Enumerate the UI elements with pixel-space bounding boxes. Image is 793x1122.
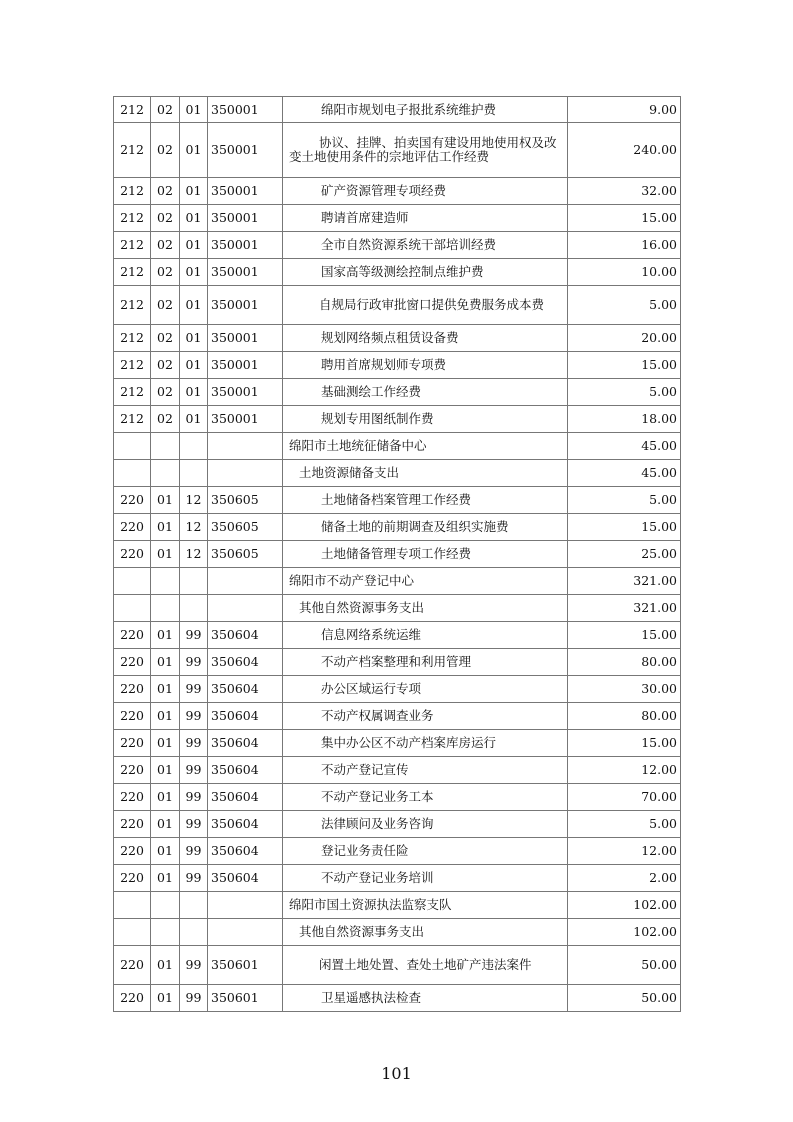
class-code-cell: 220 [114, 676, 151, 703]
subitem-code-cell: 99 [180, 811, 208, 838]
class-code-cell: 212 [114, 259, 151, 286]
subitem-code-cell: 12 [180, 487, 208, 514]
table-row [114, 406, 681, 433]
item-code-cell: 01 [151, 946, 180, 985]
table-row [114, 232, 681, 259]
unit-code-cell: 350001 [208, 178, 283, 205]
table-row [114, 568, 681, 595]
item-name-cell: 不动产登记业务工本 [283, 784, 568, 811]
amount-cell: 80.00 [568, 649, 681, 676]
subitem-code-cell: 01 [180, 178, 208, 205]
item-code-cell: 01 [151, 514, 180, 541]
item-name-cell: 规划专用图纸制作费 [283, 406, 568, 433]
amount-cell: 15.00 [568, 352, 681, 379]
unit-code-cell: 350001 [208, 379, 283, 406]
table-row [114, 892, 681, 919]
amount-cell: 15.00 [568, 514, 681, 541]
amount-cell: 30.00 [568, 676, 681, 703]
item-name-cell: 基础测绘工作经费 [283, 379, 568, 406]
unit-code-cell: 350604 [208, 622, 283, 649]
table-row [114, 178, 681, 205]
subitem-code-cell: 01 [180, 259, 208, 286]
unit-code-cell: 350605 [208, 487, 283, 514]
unit-code-cell: 350604 [208, 865, 283, 892]
subitem-code-cell: 99 [180, 757, 208, 784]
class-code-cell: 212 [114, 123, 151, 178]
table-row [114, 352, 681, 379]
item-code-cell [151, 433, 180, 460]
item-name-cell: 聘请首席建造师 [283, 205, 568, 232]
page-number: 101 [381, 1064, 412, 1083]
table-row [114, 919, 681, 946]
class-code-cell [114, 595, 151, 622]
unit-code-cell: 350605 [208, 541, 283, 568]
item-name-cell: 闲置土地处置、查处土地矿产违法案件 [283, 946, 568, 985]
amount-cell: 5.00 [568, 286, 681, 325]
class-code-cell [114, 568, 151, 595]
table-row [114, 622, 681, 649]
item-code-cell: 01 [151, 985, 180, 1012]
amount-cell: 16.00 [568, 232, 681, 259]
subitem-code-cell [180, 433, 208, 460]
table-row [114, 259, 681, 286]
item-name-cell: 登记业务责任险 [283, 838, 568, 865]
class-code-cell: 212 [114, 205, 151, 232]
item-name-cell: 绵阳市规划电子报批系统维护费 [283, 97, 568, 123]
class-code-cell: 212 [114, 232, 151, 259]
item-code-cell: 02 [151, 97, 180, 123]
table-row [114, 325, 681, 352]
item-name-cell: 法律顾问及业务咨询 [283, 811, 568, 838]
item-name-cell: 其他自然资源事务支出 [283, 919, 568, 946]
amount-cell: 321.00 [568, 568, 681, 595]
subitem-code-cell: 99 [180, 985, 208, 1012]
amount-cell: 12.00 [568, 757, 681, 784]
class-code-cell: 220 [114, 784, 151, 811]
class-code-cell: 220 [114, 946, 151, 985]
unit-code-cell: 350604 [208, 784, 283, 811]
table-row [114, 123, 681, 178]
subitem-code-cell: 99 [180, 730, 208, 757]
table-row [114, 379, 681, 406]
item-code-cell: 01 [151, 838, 180, 865]
item-code-cell [151, 892, 180, 919]
table-row [114, 784, 681, 811]
class-code-cell: 220 [114, 487, 151, 514]
unit-code-cell: 350001 [208, 97, 283, 123]
table-row [114, 595, 681, 622]
amount-cell: 18.00 [568, 406, 681, 433]
unit-code-cell: 350001 [208, 286, 283, 325]
table-row [114, 433, 681, 460]
class-code-cell [114, 460, 151, 487]
subitem-code-cell: 01 [180, 205, 208, 232]
subitem-code-cell: 01 [180, 352, 208, 379]
amount-cell: 45.00 [568, 433, 681, 460]
item-name-cell: 土地资源储备支出 [283, 460, 568, 487]
amount-cell: 25.00 [568, 541, 681, 568]
item-code-cell: 02 [151, 178, 180, 205]
class-code-cell: 212 [114, 325, 151, 352]
item-name-cell: 卫星遥感执法检查 [283, 985, 568, 1012]
table-row [114, 985, 681, 1012]
class-code-cell: 220 [114, 730, 151, 757]
item-name-cell: 不动产档案整理和利用管理 [283, 649, 568, 676]
class-code-cell: 220 [114, 985, 151, 1012]
subitem-code-cell: 99 [180, 946, 208, 985]
class-code-cell [114, 892, 151, 919]
table-row [114, 811, 681, 838]
unit-code-cell [208, 919, 283, 946]
subitem-code-cell: 99 [180, 649, 208, 676]
amount-cell: 102.00 [568, 892, 681, 919]
table-row [114, 205, 681, 232]
amount-cell: 5.00 [568, 379, 681, 406]
class-code-cell: 220 [114, 541, 151, 568]
item-code-cell: 01 [151, 541, 180, 568]
item-code-cell: 01 [151, 730, 180, 757]
table-row [114, 838, 681, 865]
item-code-cell [151, 460, 180, 487]
subitem-code-cell: 01 [180, 123, 208, 178]
item-name-cell: 土地储备档案管理工作经费 [283, 487, 568, 514]
class-code-cell: 220 [114, 811, 151, 838]
unit-code-cell [208, 595, 283, 622]
class-code-cell: 220 [114, 757, 151, 784]
item-name-cell: 规划网络频点租赁设备费 [283, 325, 568, 352]
table-row [114, 757, 681, 784]
item-name-cell: 信息网络系统运维 [283, 622, 568, 649]
subitem-code-cell: 01 [180, 286, 208, 325]
amount-cell: 80.00 [568, 703, 681, 730]
item-name-cell: 集中办公区不动产档案库房运行 [283, 730, 568, 757]
item-name-cell: 绵阳市不动产登记中心 [283, 568, 568, 595]
unit-code-cell [208, 568, 283, 595]
item-name-cell: 办公区域运行专项 [283, 676, 568, 703]
class-code-cell: 212 [114, 178, 151, 205]
unit-code-cell: 350605 [208, 514, 283, 541]
class-code-cell [114, 433, 151, 460]
amount-cell: 10.00 [568, 259, 681, 286]
unit-code-cell: 350001 [208, 259, 283, 286]
item-name-cell: 国家高等级测绘控制点维护费 [283, 259, 568, 286]
subitem-code-cell [180, 568, 208, 595]
class-code-cell: 212 [114, 97, 151, 123]
item-name-cell: 其他自然资源事务支出 [283, 595, 568, 622]
subitem-code-cell: 01 [180, 232, 208, 259]
item-code-cell: 01 [151, 676, 180, 703]
table-row [114, 487, 681, 514]
amount-cell: 15.00 [568, 622, 681, 649]
table-row [114, 541, 681, 568]
unit-code-cell [208, 892, 283, 919]
table-row [114, 460, 681, 487]
amount-cell: 102.00 [568, 919, 681, 946]
item-name-cell: 矿产资源管理专项经费 [283, 178, 568, 205]
amount-cell: 5.00 [568, 811, 681, 838]
class-code-cell: 212 [114, 379, 151, 406]
budget-table [113, 96, 681, 1012]
table-row [114, 514, 681, 541]
class-code-cell [114, 919, 151, 946]
item-code-cell: 02 [151, 232, 180, 259]
unit-code-cell: 350604 [208, 811, 283, 838]
subitem-code-cell [180, 892, 208, 919]
subitem-code-cell: 12 [180, 514, 208, 541]
class-code-cell: 212 [114, 286, 151, 325]
item-name-cell: 不动产权属调查业务 [283, 703, 568, 730]
amount-cell: 240.00 [568, 123, 681, 178]
item-code-cell: 01 [151, 811, 180, 838]
item-name-cell: 协议、挂牌、拍卖国有建设用地使用权及改变土地使用条件的宗地评估工作经费 [283, 123, 568, 178]
item-code-cell [151, 595, 180, 622]
amount-cell: 9.00 [568, 97, 681, 123]
item-name-cell: 不动产登记宣传 [283, 757, 568, 784]
item-name-cell: 绵阳市土地统征储备中心 [283, 433, 568, 460]
subitem-code-cell: 01 [180, 325, 208, 352]
subitem-code-cell: 99 [180, 784, 208, 811]
unit-code-cell: 350604 [208, 757, 283, 784]
subitem-code-cell [180, 460, 208, 487]
amount-cell: 32.00 [568, 178, 681, 205]
table-row [114, 97, 681, 123]
item-name-cell: 土地储备管理专项工作经费 [283, 541, 568, 568]
item-code-cell: 01 [151, 649, 180, 676]
item-name-cell: 自规局行政审批窗口提供免费服务成本费 [283, 286, 568, 325]
unit-code-cell: 350604 [208, 838, 283, 865]
unit-code-cell: 350604 [208, 676, 283, 703]
amount-cell: 50.00 [568, 985, 681, 1012]
unit-code-cell: 350604 [208, 649, 283, 676]
item-code-cell: 01 [151, 757, 180, 784]
item-code-cell: 01 [151, 622, 180, 649]
item-code-cell: 01 [151, 865, 180, 892]
unit-code-cell: 350604 [208, 703, 283, 730]
table-row [114, 703, 681, 730]
table-row [114, 865, 681, 892]
unit-code-cell: 350001 [208, 205, 283, 232]
item-code-cell: 01 [151, 703, 180, 730]
item-code-cell: 02 [151, 286, 180, 325]
class-code-cell: 220 [114, 622, 151, 649]
table-row [114, 946, 681, 985]
item-code-cell [151, 568, 180, 595]
table-row [114, 730, 681, 757]
class-code-cell: 212 [114, 352, 151, 379]
unit-code-cell [208, 433, 283, 460]
amount-cell: 45.00 [568, 460, 681, 487]
subitem-code-cell: 12 [180, 541, 208, 568]
item-name-cell: 绵阳市国土资源执法监察支队 [283, 892, 568, 919]
table-row [114, 676, 681, 703]
unit-code-cell: 350604 [208, 730, 283, 757]
unit-code-cell: 350001 [208, 352, 283, 379]
item-name-cell: 储备土地的前期调查及组织实施费 [283, 514, 568, 541]
table-row [114, 649, 681, 676]
unit-code-cell: 350601 [208, 946, 283, 985]
subitem-code-cell: 99 [180, 622, 208, 649]
item-code-cell: 02 [151, 379, 180, 406]
subitem-code-cell: 99 [180, 703, 208, 730]
item-code-cell: 02 [151, 352, 180, 379]
item-code-cell: 02 [151, 123, 180, 178]
subitem-code-cell: 99 [180, 865, 208, 892]
subitem-code-cell: 99 [180, 676, 208, 703]
unit-code-cell: 350001 [208, 232, 283, 259]
amount-cell: 5.00 [568, 487, 681, 514]
item-code-cell [151, 919, 180, 946]
amount-cell: 50.00 [568, 946, 681, 985]
amount-cell: 2.00 [568, 865, 681, 892]
item-code-cell: 02 [151, 259, 180, 286]
unit-code-cell: 350601 [208, 985, 283, 1012]
subitem-code-cell: 01 [180, 97, 208, 123]
item-code-cell: 01 [151, 487, 180, 514]
item-code-cell: 02 [151, 325, 180, 352]
item-code-cell: 01 [151, 784, 180, 811]
unit-code-cell: 350001 [208, 325, 283, 352]
item-code-cell: 02 [151, 406, 180, 433]
subitem-code-cell [180, 595, 208, 622]
class-code-cell: 212 [114, 406, 151, 433]
amount-cell: 20.00 [568, 325, 681, 352]
amount-cell: 15.00 [568, 730, 681, 757]
unit-code-cell: 350001 [208, 406, 283, 433]
amount-cell: 12.00 [568, 838, 681, 865]
class-code-cell: 220 [114, 649, 151, 676]
subitem-code-cell [180, 919, 208, 946]
item-name-cell: 聘用首席规划师专项费 [283, 352, 568, 379]
unit-code-cell: 350001 [208, 123, 283, 178]
amount-cell: 70.00 [568, 784, 681, 811]
subitem-code-cell: 01 [180, 379, 208, 406]
class-code-cell: 220 [114, 703, 151, 730]
budget-table-body [114, 97, 681, 1012]
subitem-code-cell: 99 [180, 838, 208, 865]
item-name-cell: 全市自然资源系统干部培训经费 [283, 232, 568, 259]
class-code-cell: 220 [114, 865, 151, 892]
class-code-cell: 220 [114, 838, 151, 865]
amount-cell: 15.00 [568, 205, 681, 232]
class-code-cell: 220 [114, 514, 151, 541]
subitem-code-cell: 01 [180, 406, 208, 433]
table-row [114, 286, 681, 325]
unit-code-cell [208, 460, 283, 487]
item-name-cell: 不动产登记业务培训 [283, 865, 568, 892]
item-code-cell: 02 [151, 205, 180, 232]
amount-cell: 321.00 [568, 595, 681, 622]
